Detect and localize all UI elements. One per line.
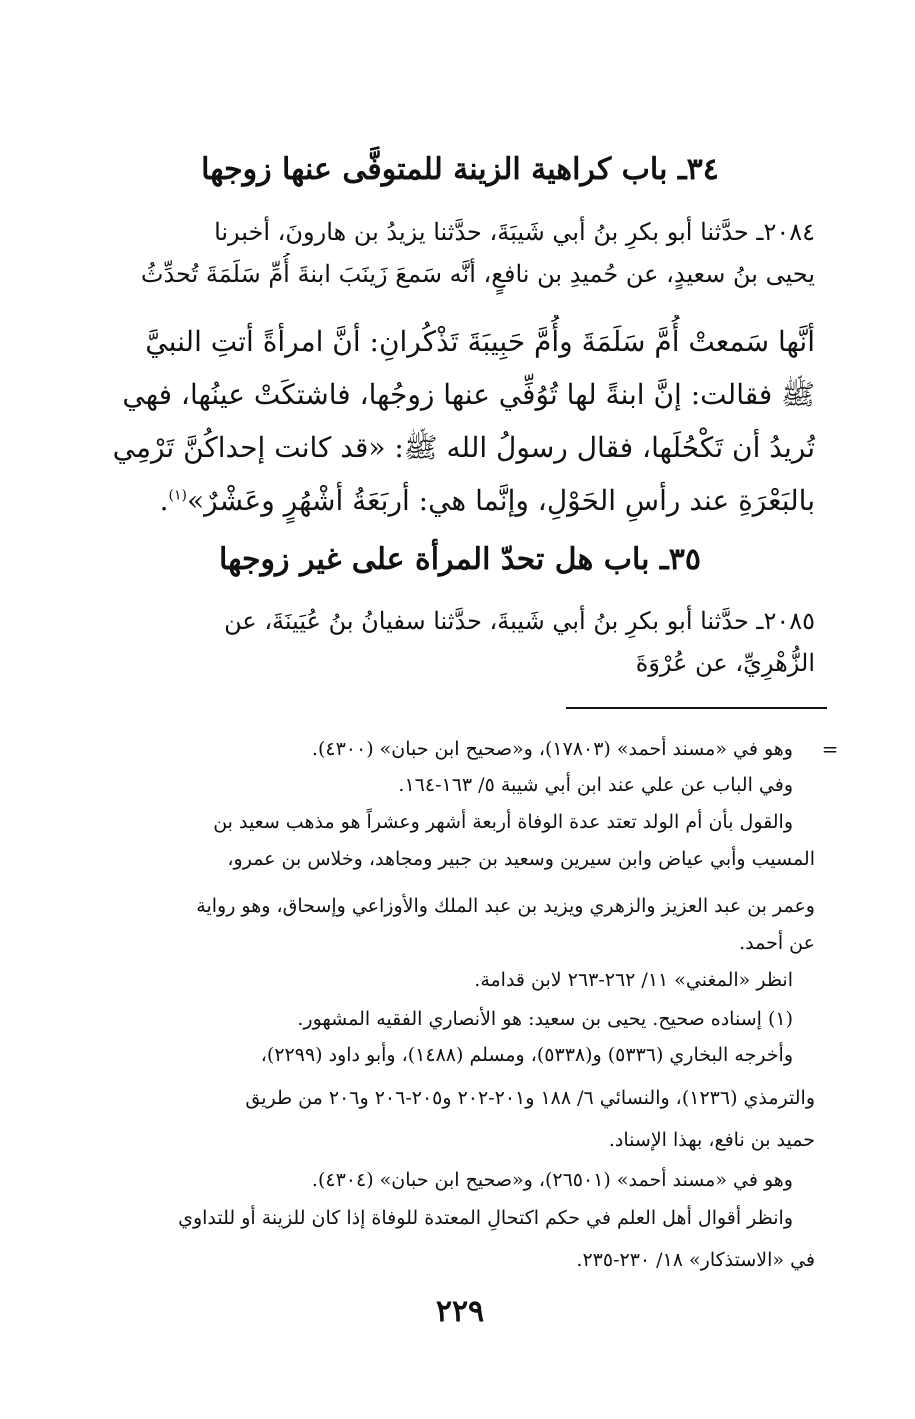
chapter-heading-35: ٣٥ـ باب هل تحدّ المرأة على غير زوجها: [219, 542, 701, 577]
footnote-line: وفي الباب عن علي عند ابن أبي شيبة ٥/ ١٦٣-١٦٤.: [398, 774, 793, 796]
footnote-line: وأخرجه البخاري (٥٣٣٦) و(٥٣٣٨)، ومسلم (١٤٨٨)، وأبو داود (٢٢٩٩)،: [260, 1044, 793, 1066]
hadith-2084-matn: [105, 315, 815, 527]
footnote-continuation-marker: =: [821, 737, 839, 761]
footnote-line: والترمذي (١٢٣٦)، والنسائي ٦/ ١٨٨ و٢٠١-٢٠٢ و٢٠٥-٢٠٦ و٢٠٦ من طريق: [245, 1087, 815, 1109]
footnote-line: وانظر أقوال أهل العلم في حكم اكتحالِ المعتدة للوفاة إذا كان للزينة أو للتداوي: [178, 1207, 793, 1229]
footnote-line: انظر «المغني» ١١/ ٢٦٢-٢٦٣ لابن قدامة.: [474, 969, 793, 991]
isnad-line: الزُّهْرِيِّ، عن عُرْوَةَ: [635, 649, 815, 677]
hadith-2085: [105, 600, 815, 684]
footnote-reference: (١): [168, 487, 187, 504]
isnad-line: يحيى بنُ سعيدٍ، عن حُميدِ بن نافعٍ، أنَّه سَمعَ زَينَبَ ابنةَ أُمِّ سَلَمَةَ تُحدِّثُ: [140, 260, 815, 288]
matn-period: .: [159, 484, 169, 517]
footnote-line: وهو في «مسند أحمد» (٢٦٥٠١)، و«صحيح ابن حبان» (٤٣٠٤).: [311, 1169, 793, 1191]
footnote-line: المسيب وأبي عياض وابن سيرين وسعيد بن جبير ومجاهد، وخلاس بن عمرو،: [227, 848, 815, 870]
isnad-line: ٢٠٨٤ـ حدَّثنا أبو بكرِ بنُ أبي شَيبَةَ، حدَّثنا يزيدُ بن هارونَ، أخبرنا: [214, 218, 815, 246]
isnad-line: ٢٠٨٥ـ حدَّثنا أبو بكرِ بنُ أبي شَيبةَ، حدَّثنا سفيانُ بنُ عُيَينَةَ، عن: [224, 607, 815, 635]
hadith-2084-isnad: [105, 211, 815, 295]
footnote-line: في «الاستذكار» ١٨/ ٢٣٠-٢٣٥.: [576, 1249, 815, 1271]
page-number: ٢٢٩: [435, 1294, 485, 1329]
chapter-heading-34: ٣٤ـ باب كراهية الزينة للمتوفَّى عنها زوجها: [201, 152, 719, 187]
matn-line: ﷺ فقالت: إنَّ ابنةً لها تُوُفِّي عنها زوجُها، فاشتكَتْ عينُها، فهي: [122, 378, 815, 411]
matn-line-last: [105, 474, 815, 527]
footnote-line: وعمر بن عبد العزيز والزهري ويزيد بن عبد الملك والأوزاعي وإسحاق، وهو رواية: [196, 895, 815, 917]
footnote-1: (١) إسناده صحيح. يحيى بن سعيد: هو الأنصاري الفقيه المشهور.: [297, 1008, 793, 1030]
footnote-line: وهو في «مسند أحمد» (١٧٨٠٣)، و«صحيح ابن حبان» (٤٣٠٠).: [311, 738, 793, 760]
matn-line: تُريدُ أن تَكْحُلَها، فقال رسولُ الله ﷺ: «قد كانت إحداكُنَّ تَرْمِي: [112, 431, 815, 464]
footnote-divider: [566, 707, 827, 709]
matn-text: بالبَعْرَةِ عند رأسِ الحَوْلِ، وإنَّما هي: أربَعَةُ أشْهُرٍ وعَشْرٌ»: [186, 484, 815, 517]
matn-line: أنَّها سَمعتْ أُمَّ سَلَمَةَ وأُمَّ حَبِيبَةَ تَذْكُرانِ: أنَّ امرأةً أتتِ النبيَّ: [145, 325, 815, 358]
footnote-line: حميد بن نافع، بهذا الإسناد.: [608, 1129, 815, 1151]
footnote-line: عن أحمد.: [739, 932, 815, 954]
footnote-line: والقول بأن أم الولد تعتد عدة الوفاة أربعة أشهر وعشراً هو مذهب سعيد بن: [213, 811, 793, 833]
